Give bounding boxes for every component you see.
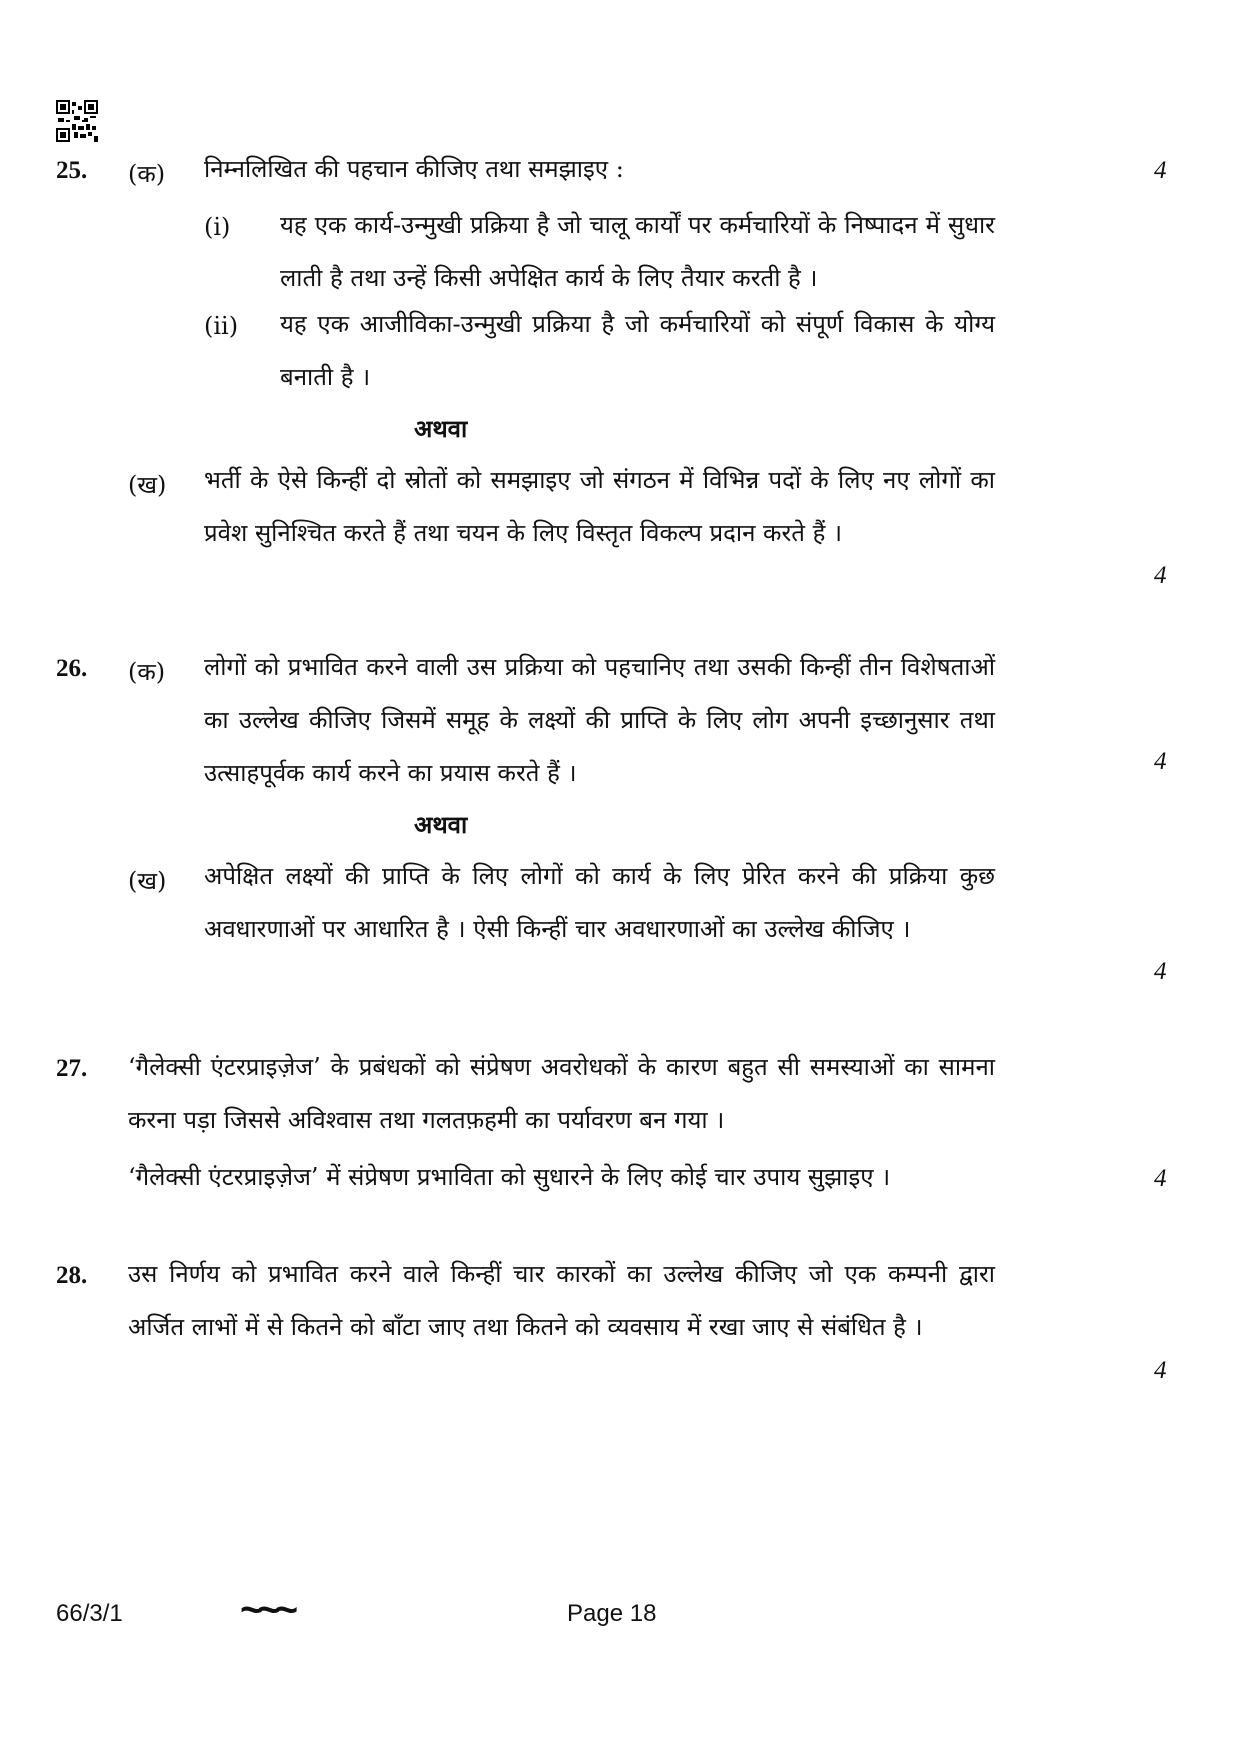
question-number: 26.	[56, 655, 88, 682]
marks: 4	[1154, 748, 1167, 775]
question-number: 28.	[56, 1262, 88, 1289]
part-b-label: (ख)	[128, 867, 167, 895]
wave-ornament: ~~~	[240, 1588, 293, 1632]
page-number: Page 18	[567, 1600, 657, 1627]
part-a-text: निम्नलिखित की पहचान कीजिए तथा समझाइए :	[204, 155, 624, 183]
part-b-label: (ख)	[128, 471, 167, 499]
part-b-text: अपेक्षित लक्ष्यों की प्राप्ति के लिए लोगों को कार्य के लिए प्रेरित करने की प्रक्रिया कुछ अवधारणाओं पर आधारित है । ऐसी किन्हीं चार अवधारणाओं का उल्लेख कीजिए ।	[204, 862, 995, 943]
subpart-i-text: यह एक कार्य-उन्मुखी प्रक्रिया है जो चालू कार्यों पर कर्मचारियों के निष्पादन में सुधार लाती है तथा उन्हें किसी अपेक्षित कार्य के लिए तैयार करती है ।	[280, 211, 995, 292]
part-a-text: लोगों को प्रभावित करने वाली उस प्रक्रिया को पहचानिए तथा उसकी किन्हीं तीन विशेषताओं का उल्लेख कीजिए जिसमें समूह के लक्ष्यों की प्राप्ति के लिए लोग अपनी इच्छानुसार तथा उत्साहपूर्वक कार्य करने का प्रयास करते हैं ।	[204, 653, 995, 787]
marks: 4	[1154, 157, 1167, 184]
part-a-label: (क)	[128, 658, 166, 686]
part-b-text: भर्ती के ऐसे किन्हीं दो स्रोतों को समझाइए जो संगठन में विभिन्न पदों के लिए नए लोगों का प्रवेश सुनिश्चित करते हैं तथा चयन के लिए विस्तृत विकल्प प्रदान करते हैं ।	[204, 466, 995, 547]
question-number: 25.	[56, 157, 88, 184]
question-task: ‘गैलेक्सी एंटरप्राइज़ेज’ में संप्रेषण प्रभाविता को सुधारने के लिए कोई चार उपाय सुझाइए ।	[128, 1163, 891, 1191]
or-separator: अथवा	[414, 810, 468, 839]
question-text: उस निर्णय को प्रभावित करने वाले किन्हीं चार कारकों का उल्लेख कीजिए जो एक कम्पनी द्वारा अर्जित लाभों में से कितने को बाँटा जाए तथा कितने को व्यवसाय में रखा जाए से संबंधित है ।	[128, 1260, 995, 1341]
question-number: 27.	[56, 1055, 88, 1082]
marks: 4	[1154, 1165, 1167, 1192]
marks: 4	[1154, 958, 1167, 985]
or-separator: अथवा	[414, 414, 468, 443]
subpart-ii-text: यह एक आजीविका-उन्मुखी प्रक्रिया है जो कर्मचारियों को संपूर्ण विकास के योग्य बनाती है ।	[280, 310, 995, 391]
qr-code-icon	[56, 100, 98, 142]
subpart-i-label: (i)	[204, 213, 231, 241]
subpart-ii-label: (ii)	[204, 312, 239, 340]
paper-code: 66/3/1	[56, 1600, 123, 1627]
part-a-label: (क)	[128, 160, 166, 188]
marks: 4	[1154, 562, 1167, 589]
question-text: ‘गैलेक्सी एंटरप्राइज़ेज’ के प्रबंधकों को संप्रेषण अवरोधकों के कारण बहुत सी समस्याओं का सामना करना पड़ा जिससे अविश्वास तथा गलतफ़हमी का पर्यावरण बन गया ।	[128, 1053, 995, 1134]
marks: 4	[1154, 1357, 1167, 1384]
